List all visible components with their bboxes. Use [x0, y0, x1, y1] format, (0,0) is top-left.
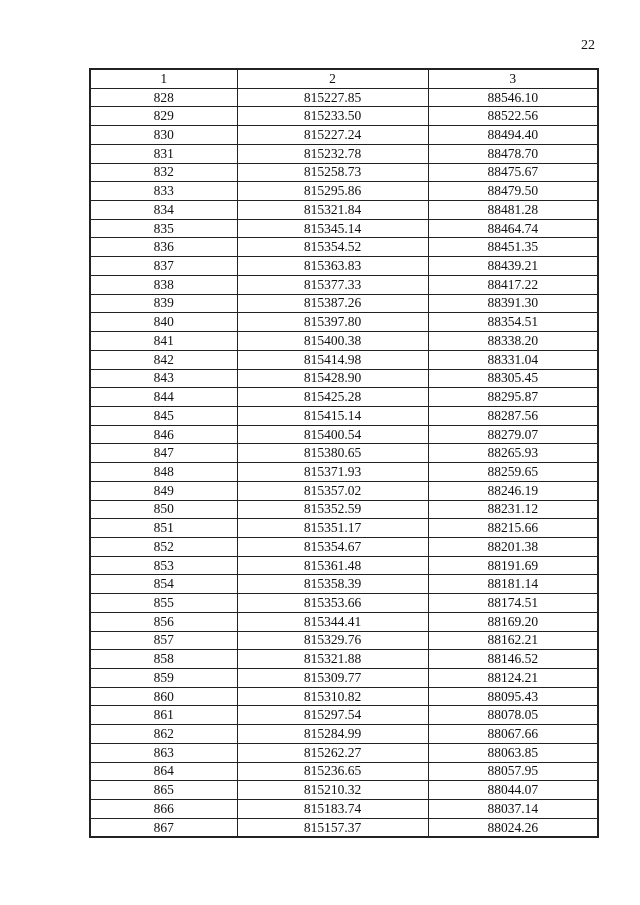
x-coordinate-cell: 815354.52 — [237, 238, 428, 257]
y-coordinate-cell: 88475.67 — [428, 163, 598, 182]
table-row — [90, 275, 598, 294]
table-row — [90, 519, 598, 538]
point-number-cell: 853 — [90, 556, 237, 575]
table-row — [90, 725, 598, 744]
table-row — [90, 350, 598, 369]
x-coordinate-cell: 815428.90 — [237, 369, 428, 388]
y-coordinate-cell: 88478.70 — [428, 144, 598, 163]
table-row — [90, 88, 598, 107]
point-number-cell: 849 — [90, 481, 237, 500]
point-number-cell: 842 — [90, 350, 237, 369]
y-coordinate-cell: 88265.93 — [428, 444, 598, 463]
table-row — [90, 631, 598, 650]
point-number-cell: 837 — [90, 257, 237, 276]
y-coordinate-cell: 88169.20 — [428, 612, 598, 631]
table-row — [90, 575, 598, 594]
point-number-cell: 864 — [90, 762, 237, 781]
table-row — [90, 294, 598, 313]
table-row — [90, 594, 598, 613]
point-number-cell: 846 — [90, 425, 237, 444]
y-coordinate-cell: 88215.66 — [428, 519, 598, 538]
point-number-cell: 845 — [90, 406, 237, 425]
page-number: 22 — [581, 38, 595, 53]
table-row — [90, 556, 598, 575]
table-row — [90, 800, 598, 819]
x-coordinate-cell: 815352.59 — [237, 500, 428, 519]
y-coordinate-cell: 88146.52 — [428, 650, 598, 669]
point-number-cell: 850 — [90, 500, 237, 519]
x-coordinate-cell: 815183.74 — [237, 800, 428, 819]
table-row — [90, 444, 598, 463]
x-coordinate-cell: 815353.66 — [237, 594, 428, 613]
point-number-cell: 831 — [90, 144, 237, 163]
x-coordinate-cell: 815387.26 — [237, 294, 428, 313]
table-row — [90, 425, 598, 444]
y-coordinate-cell: 88124.21 — [428, 669, 598, 688]
table-row — [90, 388, 598, 407]
table-row — [90, 257, 598, 276]
x-coordinate-cell: 815227.85 — [237, 88, 428, 107]
point-number-cell: 836 — [90, 238, 237, 257]
table-row — [90, 762, 598, 781]
point-number-cell: 851 — [90, 519, 237, 538]
point-number-cell: 862 — [90, 725, 237, 744]
table-row — [90, 144, 598, 163]
y-coordinate-cell: 88287.56 — [428, 406, 598, 425]
coordinates-table — [89, 68, 599, 838]
point-number-cell: 847 — [90, 444, 237, 463]
table-row — [90, 201, 598, 220]
point-number-cell: 852 — [90, 537, 237, 556]
x-coordinate-cell: 815354.67 — [237, 537, 428, 556]
y-coordinate-cell: 88181.14 — [428, 575, 598, 594]
table-row — [90, 537, 598, 556]
point-number-cell: 838 — [90, 275, 237, 294]
table-row — [90, 219, 598, 238]
x-coordinate-cell: 815377.33 — [237, 275, 428, 294]
table-row — [90, 706, 598, 725]
table-row — [90, 163, 598, 182]
point-number-cell: 832 — [90, 163, 237, 182]
table-row — [90, 238, 598, 257]
table-row — [90, 481, 598, 500]
point-number-cell: 867 — [90, 818, 237, 837]
x-coordinate-cell: 815258.73 — [237, 163, 428, 182]
point-number-cell: 839 — [90, 294, 237, 313]
x-coordinate-cell: 815262.27 — [237, 743, 428, 762]
point-number-cell: 855 — [90, 594, 237, 613]
y-coordinate-cell: 88231.12 — [428, 500, 598, 519]
y-coordinate-cell: 88067.66 — [428, 725, 598, 744]
table-row — [90, 500, 598, 519]
column-header-3: 3 — [428, 69, 598, 88]
y-coordinate-cell: 88481.28 — [428, 201, 598, 220]
column-header-2: 2 — [237, 69, 428, 88]
point-number-cell: 828 — [90, 88, 237, 107]
x-coordinate-cell: 815233.50 — [237, 107, 428, 126]
y-coordinate-cell: 88191.69 — [428, 556, 598, 575]
table-row — [90, 612, 598, 631]
x-coordinate-cell: 815357.02 — [237, 481, 428, 500]
y-coordinate-cell: 88494.40 — [428, 126, 598, 145]
y-coordinate-cell: 88331.04 — [428, 350, 598, 369]
y-coordinate-cell: 88078.05 — [428, 706, 598, 725]
table-row — [90, 743, 598, 762]
y-coordinate-cell: 88354.51 — [428, 313, 598, 332]
table-row — [90, 406, 598, 425]
point-number-cell: 829 — [90, 107, 237, 126]
y-coordinate-cell: 88439.21 — [428, 257, 598, 276]
x-coordinate-cell: 815344.41 — [237, 612, 428, 631]
y-coordinate-cell: 88279.07 — [428, 425, 598, 444]
y-coordinate-cell: 88259.65 — [428, 463, 598, 482]
y-coordinate-cell: 88338.20 — [428, 332, 598, 351]
x-coordinate-cell: 815321.88 — [237, 650, 428, 669]
x-coordinate-cell: 815425.28 — [237, 388, 428, 407]
y-coordinate-cell: 88044.07 — [428, 781, 598, 800]
x-coordinate-cell: 815157.37 — [237, 818, 428, 837]
y-coordinate-cell: 88063.85 — [428, 743, 598, 762]
table-row — [90, 669, 598, 688]
table-row — [90, 332, 598, 351]
y-coordinate-cell: 88024.26 — [428, 818, 598, 837]
y-coordinate-cell: 88546.10 — [428, 88, 598, 107]
column-header-1: 1 — [90, 69, 237, 88]
x-coordinate-cell: 815329.76 — [237, 631, 428, 650]
table-row — [90, 463, 598, 482]
point-number-cell: 866 — [90, 800, 237, 819]
x-coordinate-cell: 815309.77 — [237, 669, 428, 688]
table-row — [90, 818, 598, 837]
x-coordinate-cell: 815284.99 — [237, 725, 428, 744]
x-coordinate-cell: 815297.54 — [237, 706, 428, 725]
point-number-cell: 863 — [90, 743, 237, 762]
x-coordinate-cell: 815345.14 — [237, 219, 428, 238]
x-coordinate-cell: 815400.38 — [237, 332, 428, 351]
point-number-cell: 835 — [90, 219, 237, 238]
point-number-cell: 856 — [90, 612, 237, 631]
x-coordinate-cell: 815371.93 — [237, 463, 428, 482]
table-row — [90, 126, 598, 145]
point-number-cell: 844 — [90, 388, 237, 407]
point-number-cell: 843 — [90, 369, 237, 388]
point-number-cell: 861 — [90, 706, 237, 725]
x-coordinate-cell: 815380.65 — [237, 444, 428, 463]
x-coordinate-cell: 815361.48 — [237, 556, 428, 575]
x-coordinate-cell: 815295.86 — [237, 182, 428, 201]
y-coordinate-cell: 88201.38 — [428, 537, 598, 556]
point-number-cell: 841 — [90, 332, 237, 351]
y-coordinate-cell: 88295.87 — [428, 388, 598, 407]
x-coordinate-cell: 815210.32 — [237, 781, 428, 800]
x-coordinate-cell: 815397.80 — [237, 313, 428, 332]
x-coordinate-cell: 815351.17 — [237, 519, 428, 538]
x-coordinate-cell: 815400.54 — [237, 425, 428, 444]
x-coordinate-cell: 815415.14 — [237, 406, 428, 425]
y-coordinate-cell: 88391.30 — [428, 294, 598, 313]
point-number-cell: 834 — [90, 201, 237, 220]
point-number-cell: 854 — [90, 575, 237, 594]
x-coordinate-cell: 815232.78 — [237, 144, 428, 163]
x-coordinate-cell: 815358.39 — [237, 575, 428, 594]
y-coordinate-cell: 88037.14 — [428, 800, 598, 819]
y-coordinate-cell: 88305.45 — [428, 369, 598, 388]
table-row — [90, 687, 598, 706]
y-coordinate-cell: 88451.35 — [428, 238, 598, 257]
point-number-cell: 860 — [90, 687, 237, 706]
table-row — [90, 107, 598, 126]
table-row — [90, 182, 598, 201]
y-coordinate-cell: 88522.56 — [428, 107, 598, 126]
point-number-cell: 865 — [90, 781, 237, 800]
table-header-row — [90, 69, 598, 88]
table-row — [90, 781, 598, 800]
x-coordinate-cell: 815321.84 — [237, 201, 428, 220]
point-number-cell: 840 — [90, 313, 237, 332]
point-number-cell: 848 — [90, 463, 237, 482]
table-body — [90, 88, 598, 837]
y-coordinate-cell: 88095.43 — [428, 687, 598, 706]
point-number-cell: 830 — [90, 126, 237, 145]
point-number-cell: 833 — [90, 182, 237, 201]
y-coordinate-cell: 88464.74 — [428, 219, 598, 238]
y-coordinate-cell: 88479.50 — [428, 182, 598, 201]
x-coordinate-cell: 815236.65 — [237, 762, 428, 781]
y-coordinate-cell: 88174.51 — [428, 594, 598, 613]
x-coordinate-cell: 815310.82 — [237, 687, 428, 706]
x-coordinate-cell: 815363.83 — [237, 257, 428, 276]
table-row — [90, 369, 598, 388]
y-coordinate-cell: 88057.95 — [428, 762, 598, 781]
y-coordinate-cell: 88246.19 — [428, 481, 598, 500]
x-coordinate-cell: 815227.24 — [237, 126, 428, 145]
y-coordinate-cell: 88417.22 — [428, 275, 598, 294]
point-number-cell: 857 — [90, 631, 237, 650]
point-number-cell: 858 — [90, 650, 237, 669]
y-coordinate-cell: 88162.21 — [428, 631, 598, 650]
point-number-cell: 859 — [90, 669, 237, 688]
x-coordinate-cell: 815414.98 — [237, 350, 428, 369]
table-row — [90, 313, 598, 332]
table-row — [90, 650, 598, 669]
